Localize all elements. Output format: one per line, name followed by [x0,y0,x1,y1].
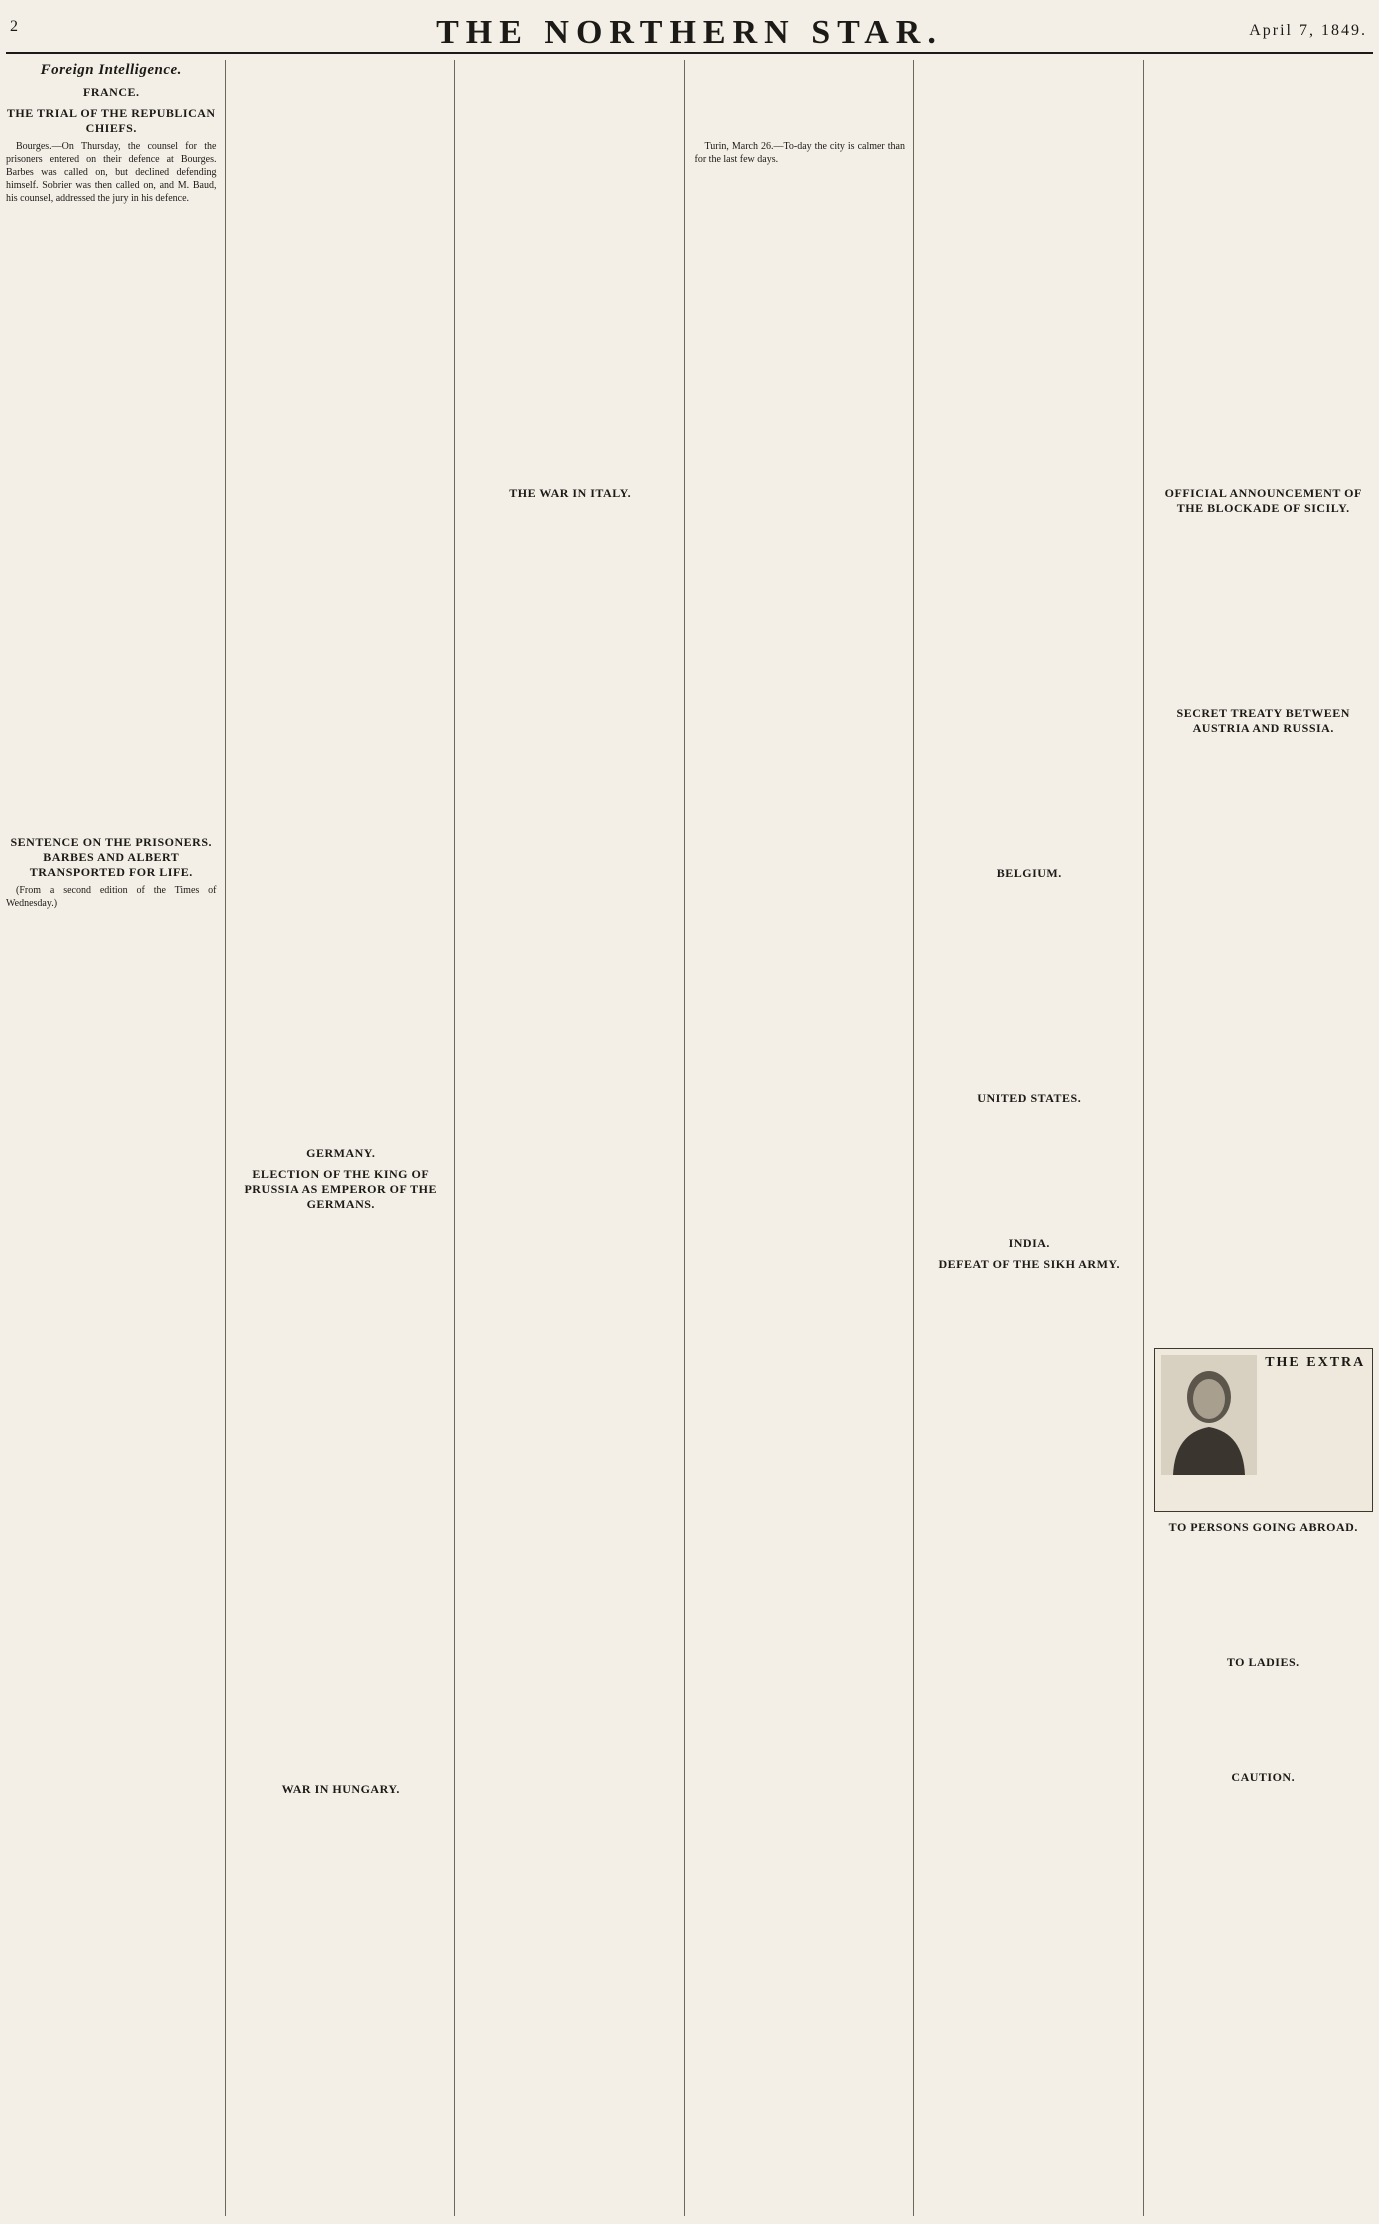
paper-title: THE NORTHERN STAR. [436,14,943,51]
heading-germany: GERMANY. [306,1146,376,1160]
column-5 [924,60,1144,2216]
masthead [6,10,1373,54]
heading-sicily-blockade: OFFICIAL ANNOUNCEMENT OF THE BLOCKADE OF SICILY. [1164,486,1362,515]
article-body [924,1110,1135,1230]
heading-india: INDIA. [1008,1236,1050,1250]
article-body [1154,740,1374,1340]
column-6 [1154,60,1374,2216]
sentence-paragraph: (From a second edition of the Times of Wednesday.) [6,885,217,909]
column-4 [695,60,915,2216]
article-body [695,170,906,2070]
heading-secret-treaty: SECRET TREATY BETWEEN AUSTRIA AND RUSSIA. [1176,706,1350,735]
page-number: 2 [10,18,18,35]
heading-sentence: SENTENCE ON THE PRISONERS. BARBES AND ALBERT TRANSPORTED FOR LIFE. [10,835,212,879]
article-body [1154,1674,1374,1764]
heading-sikh-defeat: DEFEAT OF THE SIKH ARMY. [938,1257,1120,1271]
column-3 [465,60,685,2216]
article-body [1154,60,1374,480]
ad-title: THE EXTRA [1265,1355,1366,1370]
article-body [236,1216,447,1776]
article-body [465,60,676,480]
column-2 [236,60,456,2216]
advertisement [1154,1348,1374,1512]
heading-election: ELECTION OF THE KING OF PRUSSIA AS EMPEROR OF THE GERMANS. [244,1167,438,1211]
heading-belgium: BELGIUM. [996,866,1062,880]
article-body [924,885,1135,1085]
article-body [924,1276,1135,2096]
article-body [1154,1539,1374,1649]
article-body [6,914,217,2214]
heading-caution: CAUTION. [1231,1770,1296,1784]
heading-france: FRANCE. [83,85,140,99]
column-1 [6,60,226,2216]
heading-ladies: TO LADIES. [1226,1655,1300,1669]
section-heading: Foreign Intelligence. [40,62,182,78]
article-body [924,60,1135,860]
article-body [1154,1789,1374,1879]
turin-paragraph: Turin, March 26.—To-day the city is calmer than for the last few days. [694,141,905,165]
article-body [6,209,217,829]
heading-war-hungary: WAR IN HUNGARY. [281,1782,400,1796]
heading-united-states: UNITED STATES. [977,1091,1082,1105]
heading-persons-abroad: TO PERSONS GOING ABROAD. [1168,1520,1358,1534]
heading-trial: THE TRIAL OF THE REPUBLICAN CHIEFS. [6,106,216,135]
heading-war-italy: THE WAR IN ITALY. [509,486,632,500]
columns [6,60,1373,2216]
article-body [465,505,676,2105]
article-body [236,60,447,1140]
trial-paragraph: Bourges.—On Thursday, the counsel for the prisoners entered on their defence at Bourges. Barbes was called on, but declined defending himself. Sobrier was then called on, and M. Baud, his counsel, addressed the jury in his defence. [6,141,217,204]
article-body [1154,520,1374,700]
portrait-engraving-icon [1161,1355,1257,1475]
issue-date: April 7, 1849. [1249,22,1367,39]
article-body [236,1801,447,2181]
article-body [695,60,906,140]
